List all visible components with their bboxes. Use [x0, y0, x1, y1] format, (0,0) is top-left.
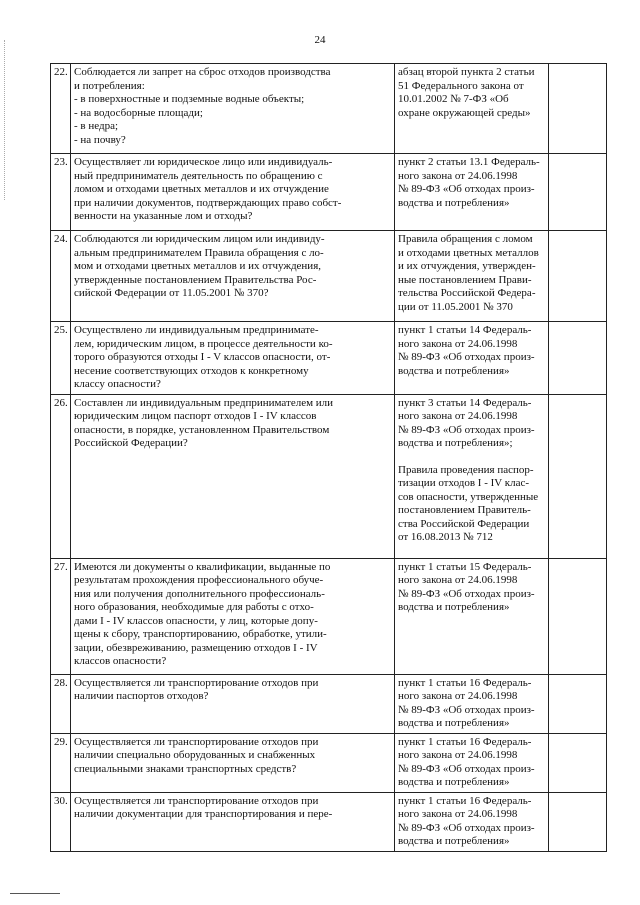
- question-line: Осуществлено ли индивидуальным предпринимате-: [74, 324, 319, 336]
- notes-cell: [549, 64, 607, 154]
- legal-basis-line: тизации отходов I - IV клас-: [398, 477, 530, 489]
- legal-basis-line: ного закона от 24.06.1998: [398, 169, 518, 182]
- table-row: [51, 558, 607, 674]
- table-row: [51, 154, 607, 231]
- question-line: Осуществляется ли транспортирование отходов при: [74, 794, 319, 807]
- legal-basis-cell: [395, 154, 549, 231]
- legal-basis-line: 10.01.2002 № 7-ФЗ «Об: [398, 93, 509, 105]
- question-line: альным предпринимателем Правила обращения с ло-: [74, 246, 324, 259]
- question-line: наличии документации для транспортирования и пере-: [74, 808, 333, 820]
- question-cell: [71, 64, 395, 154]
- question-cell: [71, 733, 395, 792]
- legal-basis-line: № 89-ФЗ «Об отходах произ-: [398, 821, 535, 834]
- legal-basis-line: № 89-ФЗ «Об отходах произ-: [398, 703, 535, 716]
- question-line: Осуществляется ли транспортирование отходов при: [74, 735, 319, 748]
- legal-basis-line: № 89-ФЗ «Об отходах произ-: [398, 762, 535, 775]
- question-line: Соблюдаются ли юридическим лицом или индивиду-: [74, 233, 325, 245]
- question-line: при наличии документов, подтверждающих право собст-: [74, 196, 342, 209]
- legal-basis-line: пункт 1 статьи 16 Федераль-: [398, 794, 532, 807]
- question-line: специальными знаками транспортных средств?: [74, 762, 297, 775]
- legal-basis-cell: [395, 64, 549, 154]
- table-row: [51, 231, 607, 322]
- question-cell: [71, 322, 395, 395]
- notes-cell: [549, 154, 607, 231]
- row-number: 27.: [51, 558, 71, 674]
- question-line: результатам прохождения профессионального обуче-: [74, 574, 324, 586]
- question-line: юридическим лицом паспорт отходов I - IV классов: [74, 410, 317, 422]
- legal-basis-line: № 89-ФЗ «Об отходах произ-: [398, 587, 535, 600]
- question-line: утвержденные постановлением Правительства Рос-: [74, 273, 317, 286]
- question-cell: [71, 558, 395, 674]
- legal-basis-line: ного закона от 24.06.1998: [398, 337, 518, 350]
- legal-basis-line: № 89-ФЗ «Об отходах произ-: [398, 183, 535, 195]
- legal-basis-cell: [395, 231, 549, 322]
- legal-basis-cell: [395, 394, 549, 558]
- legal-basis-line: ного закона от 24.06.1998: [398, 808, 518, 820]
- legal-basis-line: пункт 1 статьи 15 Федераль-: [398, 560, 532, 573]
- question-cell: [71, 394, 395, 558]
- row-number: 26.: [51, 394, 71, 558]
- table-row: [51, 322, 607, 395]
- footer-rule: [10, 893, 60, 894]
- notes-cell: [549, 733, 607, 792]
- table-row: [51, 733, 607, 792]
- row-number: 30.: [51, 792, 71, 851]
- question-cell: [71, 792, 395, 851]
- question-line: ного образования, необходимые для работы с отхо-: [74, 601, 314, 613]
- legal-basis-line: Правила обращения с ломом: [398, 233, 533, 245]
- question-line: Составлен ли индивидуальным предпринимателем или: [74, 396, 334, 409]
- legal-basis-line: абзац второй пункта 2 статьи: [398, 66, 535, 78]
- legal-basis-line: водства и потребления»: [398, 835, 510, 847]
- table-row: [51, 64, 607, 154]
- legal-basis-line: водства и потребления»: [398, 364, 510, 377]
- question-line: торого образуются отходы I - V классов опасности, от-: [74, 351, 331, 363]
- legal-basis-line: и отходами цветных металлов: [398, 246, 539, 259]
- question-line: мом и отходами цветных металлов и их отчуждения,: [74, 260, 322, 272]
- row-number: 22.: [51, 64, 71, 154]
- notes-cell: [549, 322, 607, 395]
- row-number: 25.: [51, 322, 71, 395]
- legal-basis-cell: [395, 558, 549, 674]
- paragraph-gap: [398, 451, 545, 464]
- legal-basis-line: пункт 3 статьи 14 Федераль-: [398, 396, 532, 409]
- legal-basis-line: ного закона от 24.06.1998: [398, 410, 518, 422]
- notes-cell: [549, 792, 607, 851]
- question-line: щены к сбору, транспортированию, обработке, утили-: [74, 628, 327, 640]
- question-line: дами I - IV классов опасности, у лиц, которые допу-: [74, 614, 318, 627]
- legal-basis-line: ного закона от 24.06.1998: [398, 574, 518, 586]
- legal-basis-line: от 16.08.2013 № 712: [398, 531, 493, 543]
- legal-basis-line: ного закона от 24.06.1998: [398, 690, 518, 702]
- question-line: классов опасности?: [74, 655, 167, 667]
- row-number: 24.: [51, 231, 71, 322]
- binding-margin-mark: [4, 40, 5, 200]
- question-line: ломом и отходами цветных металлов и их отчуждение: [74, 183, 329, 195]
- question-line: классу опасности?: [74, 378, 161, 390]
- row-number: 23.: [51, 154, 71, 231]
- question-line: Российской Федерации?: [74, 437, 188, 449]
- question-line: - в недра;: [74, 120, 119, 132]
- question-cell: [71, 231, 395, 322]
- page-number: 24: [314, 34, 326, 46]
- checklist-rows: [51, 64, 607, 852]
- question-line: ный предприниматель деятельность по обращению с: [74, 169, 323, 182]
- question-line: несение соответствующих отходов к конкретному: [74, 364, 309, 377]
- question-cell: [71, 674, 395, 733]
- question-line: - на водосборные площади;: [74, 106, 203, 119]
- question-line: наличии паспортов отходов?: [74, 690, 209, 702]
- legal-basis-line: пункт 1 статьи 16 Федераль-: [398, 676, 532, 689]
- question-line: Имеются ли документы о квалификации, выданные по: [74, 560, 331, 573]
- question-line: Соблюдается ли запрет на сброс отходов производства: [74, 66, 331, 78]
- legal-basis-line: ции от 11.05.2001 № 370: [398, 300, 513, 313]
- legal-basis-cell: [395, 322, 549, 395]
- legal-basis-line: водства и потребления»: [398, 601, 510, 613]
- legal-basis-line: пункт 2 статьи 13.1 Федераль-: [398, 156, 540, 168]
- legal-basis-line: и их отчуждения, утвержден-: [398, 260, 536, 272]
- notes-cell: [549, 558, 607, 674]
- row-number: 28.: [51, 674, 71, 733]
- question-line: Осуществляется ли транспортирование отходов при: [74, 676, 319, 689]
- legal-basis-line: сов опасности, утвержденные: [398, 490, 539, 503]
- legal-basis-line: ного закона от 24.06.1998: [398, 749, 518, 761]
- legal-basis-line: № 89-ФЗ «Об отходах произ-: [398, 351, 535, 363]
- question-line: лем, юридическим лицом, в процессе деятельности ко-: [74, 337, 333, 350]
- legal-basis-line: ные постановлением Прави-: [398, 273, 532, 286]
- question-line: наличии специально оборудованных и снабженных: [74, 749, 316, 761]
- notes-cell: [549, 394, 607, 558]
- legal-basis-line: водства и потребления»: [398, 717, 510, 729]
- legal-basis-line: пункт 1 статьи 14 Федераль-: [398, 324, 532, 336]
- question-line: венности на указанные лом и отходы?: [74, 210, 253, 222]
- question-line: ния или получения дополнительного профессиональ-: [74, 587, 325, 600]
- legal-basis-line: тельства Российской Федера-: [398, 287, 536, 299]
- legal-basis-line: 51 Федерального закона от: [398, 79, 524, 92]
- question-line: и потребления:: [74, 79, 145, 92]
- question-line: зации, обезвреживанию, размещению отходов I - IV: [74, 641, 318, 654]
- legal-basis-cell: [395, 674, 549, 733]
- legal-basis-line: Правила проведения паспор-: [398, 463, 534, 476]
- legal-basis-line: ства Российской Федерации: [398, 517, 530, 530]
- question-line: - в поверхностные и подземные водные объекты;: [74, 93, 305, 105]
- legal-basis-cell: [395, 792, 549, 851]
- table-row: [51, 394, 607, 558]
- question-line: сийской Федерации от 11.05.2001 № 370?: [74, 287, 269, 299]
- legal-basis-line: постановлением Правитель-: [398, 504, 531, 516]
- notes-cell: [549, 674, 607, 733]
- table-row: [51, 674, 607, 733]
- legal-basis-line: водства и потребления»: [398, 196, 510, 209]
- legal-basis-line: пункт 1 статьи 16 Федераль-: [398, 735, 532, 748]
- table-row: [51, 792, 607, 851]
- question-cell: [71, 154, 395, 231]
- checklist-table: [50, 63, 607, 852]
- row-number: 29.: [51, 733, 71, 792]
- question-line: Осуществляет ли юридическое лицо или индивидуаль-: [74, 156, 333, 168]
- legal-basis-cell: [395, 733, 549, 792]
- legal-basis-line: охране окружающей среды»: [398, 106, 531, 119]
- question-line: - на почву?: [74, 133, 126, 146]
- question-line: опасности, в порядке, установленном Правительством: [74, 423, 330, 436]
- notes-cell: [549, 231, 607, 322]
- legal-basis-line: № 89-ФЗ «Об отходах произ-: [398, 423, 535, 436]
- legal-basis-line: водства и потребления»;: [398, 437, 513, 449]
- legal-basis-line: водства и потребления»: [398, 776, 510, 788]
